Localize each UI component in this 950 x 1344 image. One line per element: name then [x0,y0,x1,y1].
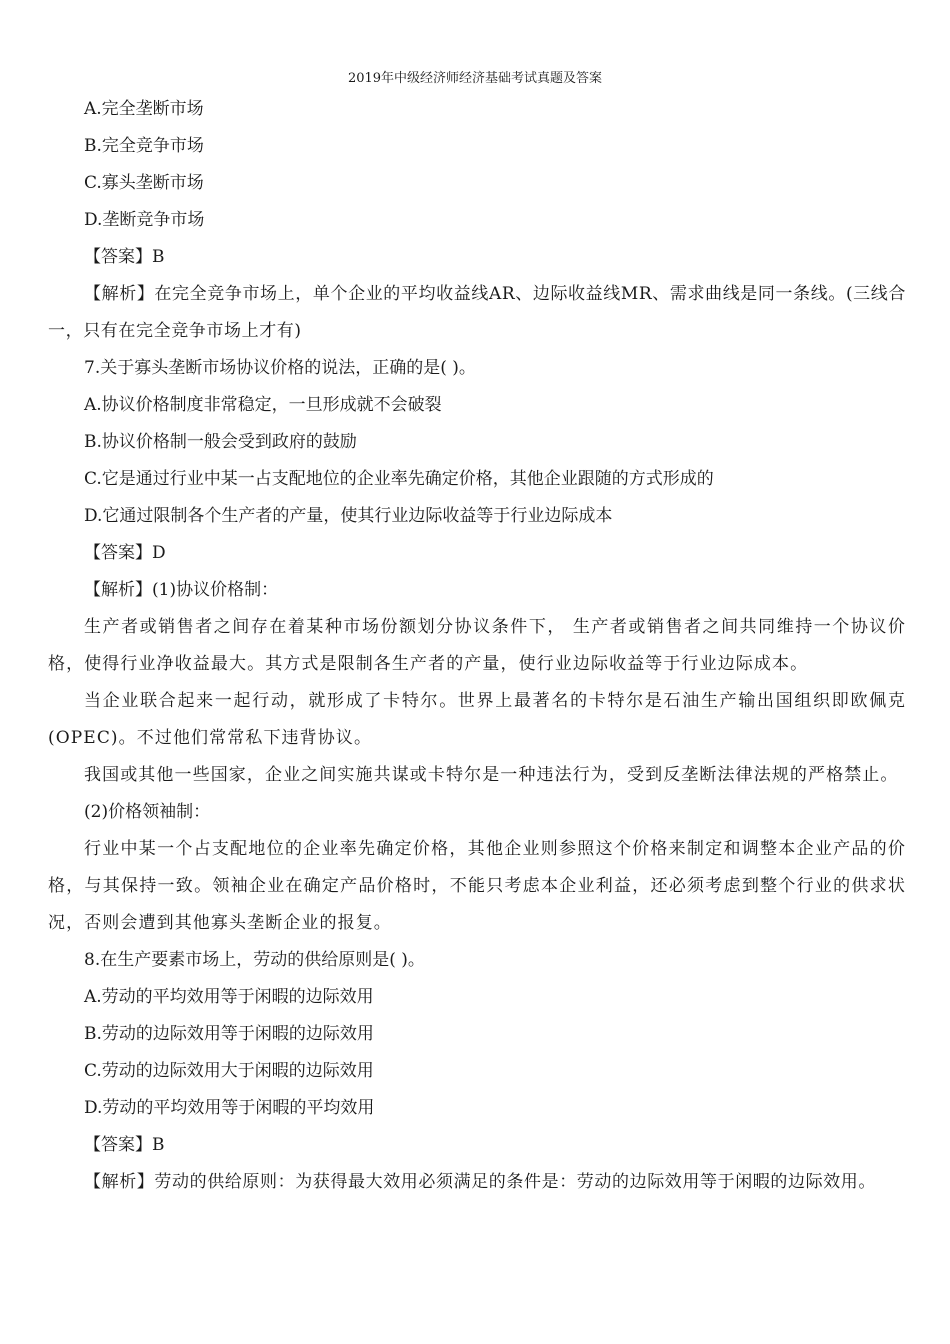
analysis-heading: (2)价格领袖制： [84,802,211,822]
analysis-paragraph: 我国或其他一些国家，企业之间实施共谋或卡特尔是一种违法行为，受到反垄断法律法规的严格禁止。 [84,765,899,785]
answer: 【答案】B [84,247,165,267]
document-body [48,91,906,1201]
question-8: 8.在生产要素市场上，劳动的供给原则是( )。 [84,950,425,970]
option-c: C.劳动的边际效用大于闲暇的边际效用 [84,1061,374,1081]
analysis-paragraph: 生产者或销售者之间存在着某种市场份额划分协议条件下， 生产者或销售者之间共同维持一个协议价格，使得行业净收益最大。其方式是限制各生产者的产量，使行业边际收益等于行业边际成本。 [48,617,906,674]
option-a: A.协议价格制度非常稳定，一旦形成就不会破裂 [84,395,442,415]
option-d: D.它通过限制各个生产者的产量，使其行业边际收益等于行业边际成本 [84,506,613,526]
analysis: 【解析】在完全竞争市场上，单个企业的平均收益线AR、边际收益线MR、需求曲线是同一条线。(三线合一，只有在完全竞争市场上才有) [48,284,906,341]
option-a: A.完全垄断市场 [84,99,204,119]
analysis-paragraph: 行业中某一个占支配地位的企业率先确定价格，其他企业则参照这个价格来制定和调整本企业产品的价格，与其保持一致。领袖企业在确定产品价格时，不能只考虑本企业利益，还必须考虑到整个行业的供求状况，否则会遭到其他寡头垄断企业的报复。 [48,839,906,933]
option-d: D.垄断竞争市场 [84,210,205,230]
option-d: D.劳动的平均效用等于闲暇的平均效用 [84,1098,375,1118]
question-7: 7.关于寡头垄断市场协议价格的说法，正确的是( )。 [84,358,476,378]
page-header: 2019年中级经济师经济基础考试真题及答案 [347,71,603,86]
analysis-heading: 【解析】(1)协议价格制： [84,580,279,600]
option-b: B.完全竞争市场 [84,136,204,156]
answer: 【答案】B [84,1135,165,1155]
option-c: C.它是通过行业中某一占支配地位的企业率先确定价格，其他企业跟随的方式形成的 [84,469,714,489]
analysis: 【解析】劳动的供给原则：为获得最大效用必须满足的条件是：劳动的边际效用等于闲暇的边际效用。 [84,1172,876,1192]
option-a: A.劳动的平均效用等于闲暇的边际效用 [84,987,374,1007]
answer: 【答案】D [84,543,166,563]
option-b: B.协议价格制一般会受到政府的鼓励 [84,432,357,452]
analysis-paragraph: 当企业联合起来一起行动，就形成了卡特尔。世界上最著名的卡特尔是石油生产输出国组织即欧佩克(OPEC)。不过他们常常私下违背协议。 [48,691,906,748]
option-c: C.寡头垄断市场 [84,173,204,193]
option-b: B.劳动的边际效用等于闲暇的边际效用 [84,1024,374,1044]
